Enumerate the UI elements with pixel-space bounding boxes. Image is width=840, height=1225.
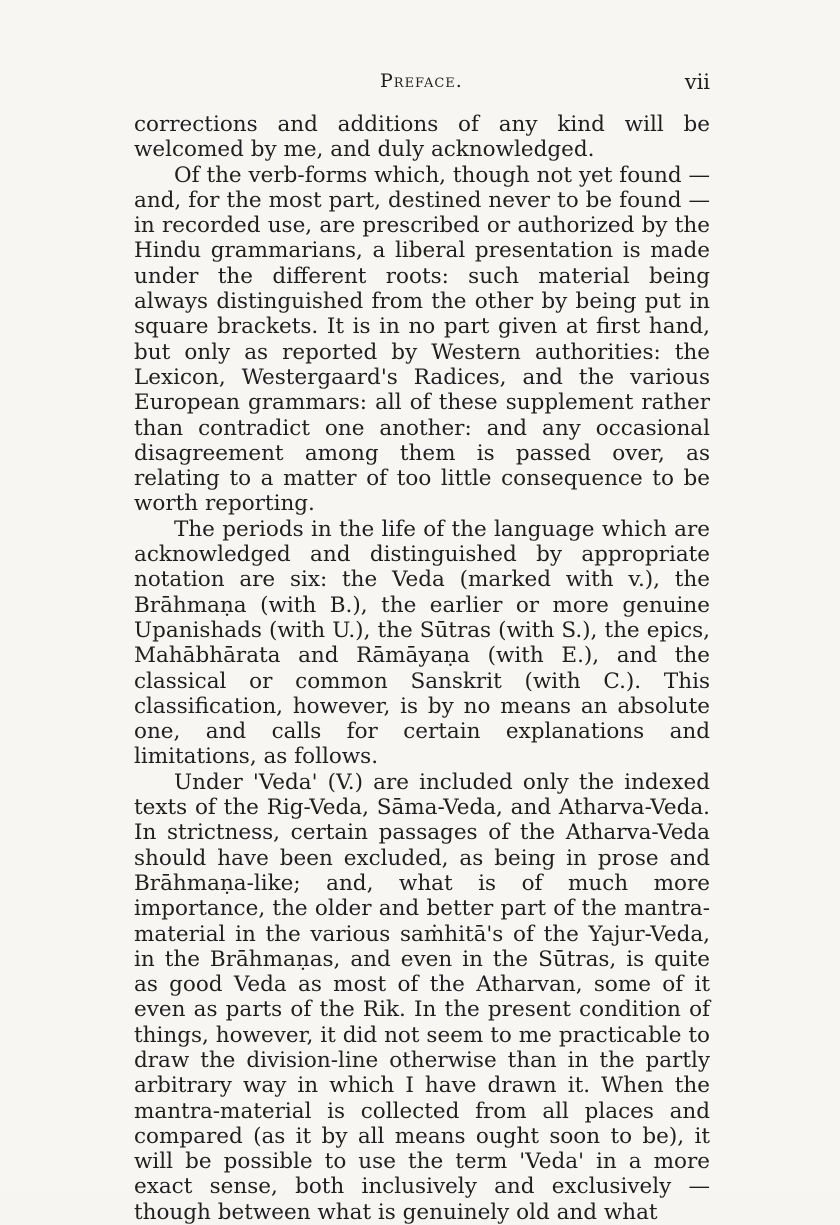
paragraph-continuation: corrections and additions of any kind will be welcomed by me, and duly acknowledged. — [134, 112, 710, 163]
running-head — [134, 70, 710, 98]
paragraph-veda: Under 'Veda' (V.) are included only the indexed texts of the Rig-Veda, Sāma-Veda, and Atharva-Veda. In strictness, certain passages of the Atharva-Veda should have been excluded, as being in prose and Brāhmaṇa-like; and, what is of much more importance, the older and better part of the mantra-material in the various saṁhitā's of the Yajur-Veda, in the Brāhmaṇas, and even in the Sūtras, is quite as good Veda as most of the Atharvan, some of it even as parts of the Rik. In the present condition of things, however, it did not seem to me practicable to draw the division-line otherwise than in the partly arbitrary way in which I have drawn it. When the mantra-material is collected from all places and compared (as it by all means ought soon to be), it will be possible to use the term 'Veda' in a more exact sense, both inclusively and exclusively — though between what is genuinely old and what — [134, 769, 710, 1225]
paragraph-periods: The periods in the life of the language which are acknowledged and distinguished by appropriate notation are six: the Veda (marked with v.), the Brāhmaṇa (with B.), the earlier or more genuine Upanishads (with U.), the Sūtras (with S.), the epics, Mahābhārata and Rāmāyaṇa (with E.), and the classical or common Sanskrit (with C.). This classification, however, is by no means an absolute one, and calls for certain explanations and limitations, as follows. — [134, 516, 710, 770]
page-number: vii — [684, 70, 710, 94]
body-text — [134, 112, 710, 1225]
running-title: Preface. — [380, 70, 463, 92]
paragraph-verb-forms: Of the verb-forms which, though not yet found — and, for the most part, destined never to be found — in recorded use, are prescribed or authorized by the Hindu grammarians, a liberal presentation is made under the different roots: such material being always distinguished from the other by being put in square brackets. It is in no part given at first hand, but only as reported by Western authorities: the Lexicon, Westergaard's Radices, and the various European grammars: all of these supplement rather than contradict one another: and any occasional disagreement among them is passed over, as relating to a matter of too little consequence to be worth reporting. — [134, 162, 710, 517]
